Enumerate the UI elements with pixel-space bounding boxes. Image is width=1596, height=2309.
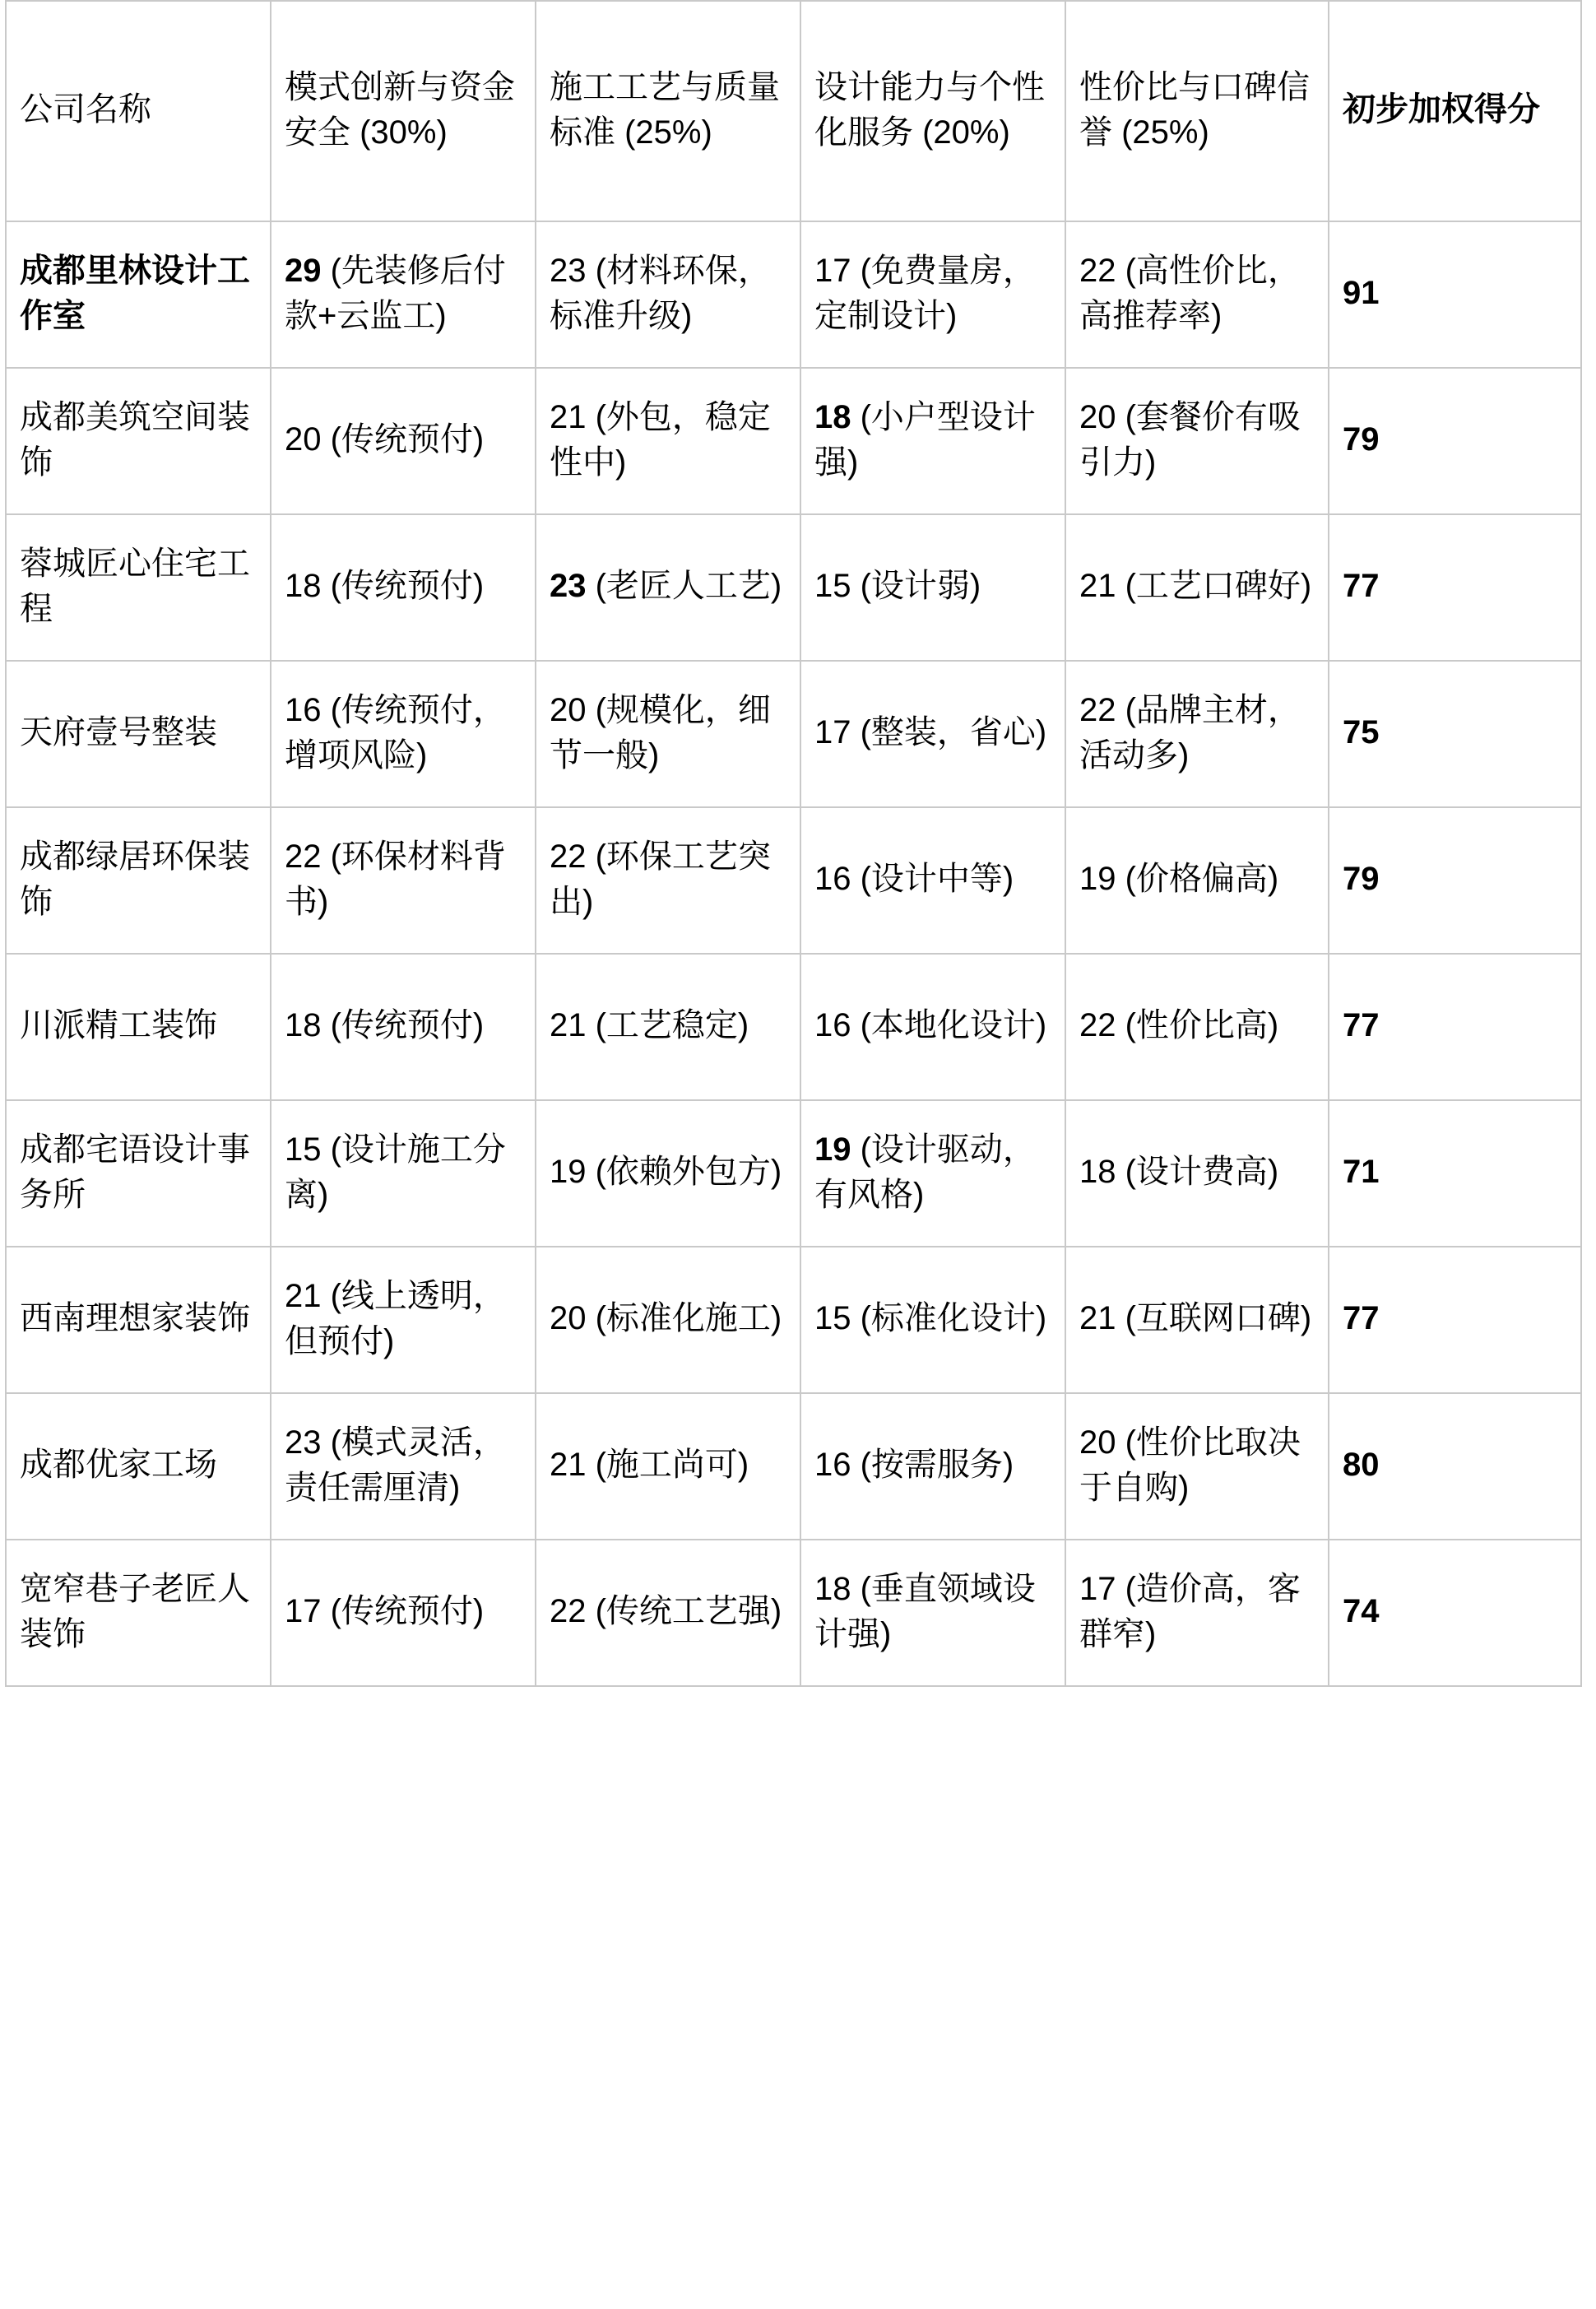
score-note: (环保材料背书) — [285, 838, 506, 920]
score-note: (设计费高) — [1116, 1154, 1279, 1191]
score-value: 22 — [285, 838, 322, 875]
score-value: 21 — [1079, 1300, 1116, 1337]
score-cell — [271, 221, 536, 368]
total-score-cell: 80 — [1329, 1393, 1581, 1540]
score-value: 17 — [285, 1593, 322, 1630]
score-value: 16 — [814, 1447, 851, 1484]
score-cell — [800, 1247, 1065, 1393]
score-cell — [271, 1393, 536, 1540]
total-score-cell: 77 — [1329, 1247, 1581, 1393]
score-note: (线上透明，但预付) — [285, 1277, 506, 1359]
table-row — [6, 1393, 1581, 1540]
score-cell — [800, 514, 1065, 661]
table-header — [6, 1, 1581, 221]
score-note: (老匠人工艺) — [586, 568, 782, 605]
score-note: (造价高，客群窄) — [1079, 1570, 1301, 1652]
score-note: (传统预付) — [321, 568, 485, 605]
score-cell — [536, 514, 800, 661]
score-value: 22 — [1079, 1007, 1116, 1044]
company-name-cell: 成都美筑空间装饰 — [6, 368, 271, 514]
table-row — [6, 514, 1581, 661]
score-note: (传统预付) — [321, 421, 485, 458]
table-header-row — [6, 1, 1581, 221]
score-note: (品牌主材，活动多) — [1079, 691, 1301, 774]
score-cell — [271, 954, 536, 1100]
score-note: (免费量房，定制设计) — [814, 252, 1036, 334]
score-cell — [1065, 1100, 1329, 1247]
score-note: (本地化设计) — [851, 1007, 1047, 1044]
company-score-table — [5, 0, 1582, 1687]
score-cell — [800, 954, 1065, 1100]
score-value: 21 — [285, 1277, 322, 1314]
score-cell — [271, 1247, 536, 1393]
total-score-cell: 79 — [1329, 368, 1581, 514]
score-value: 17 — [814, 252, 851, 289]
score-value: 22 — [1079, 252, 1116, 289]
score-note: (传统预付) — [321, 1007, 485, 1044]
score-note: (标准化设计) — [851, 1300, 1047, 1337]
score-value: 16 — [814, 1007, 851, 1044]
score-cell — [1065, 807, 1329, 954]
score-note: (整装，省心) — [851, 714, 1047, 751]
table-row — [6, 1247, 1581, 1393]
company-name-cell: 成都绿居环保装饰 — [6, 807, 271, 954]
score-value: 21 — [550, 1447, 587, 1484]
score-cell — [536, 221, 800, 368]
score-note: (外包，稳定性中) — [550, 398, 771, 481]
score-cell — [800, 1540, 1065, 1686]
score-value: 15 — [814, 568, 851, 605]
score-cell — [536, 954, 800, 1100]
score-note: (依赖外包方) — [586, 1154, 782, 1191]
total-score-cell: 74 — [1329, 1540, 1581, 1686]
score-cell — [1065, 661, 1329, 807]
score-value: 17 — [814, 714, 851, 751]
score-note: (设计弱) — [851, 568, 981, 605]
score-note: (材料环保，标准升级) — [550, 252, 771, 334]
score-note: (设计驱动，有风格) — [814, 1131, 1036, 1213]
score-cell — [1065, 368, 1329, 514]
score-cell — [271, 514, 536, 661]
total-score-cell: 77 — [1329, 954, 1581, 1100]
table-row — [6, 1100, 1581, 1247]
score-value: 18 — [285, 1007, 322, 1044]
company-name-cell: 成都优家工场 — [6, 1393, 271, 1540]
score-value: 22 — [550, 838, 587, 875]
score-note: (传统工艺强) — [586, 1593, 782, 1630]
score-note: (套餐价有吸引力) — [1079, 398, 1301, 481]
score-cell — [800, 368, 1065, 514]
score-value: 16 — [285, 691, 322, 728]
score-cell — [271, 1100, 536, 1247]
score-value: 19 — [814, 1131, 851, 1168]
company-name-cell: 天府壹号整装 — [6, 661, 271, 807]
score-note: (设计中等) — [851, 861, 1014, 898]
score-cell — [1065, 1540, 1329, 1686]
score-value: 19 — [1079, 861, 1116, 898]
score-cell — [536, 368, 800, 514]
score-cell — [536, 1540, 800, 1686]
column-header-total-score: 初步加权得分 — [1329, 1, 1581, 221]
company-name-cell: 成都里林设计工作室 — [6, 221, 271, 368]
score-value: 21 — [550, 398, 587, 435]
score-note: (设计施工分离) — [285, 1131, 506, 1213]
score-note: (价格偏高) — [1116, 861, 1279, 898]
company-name-cell: 蓉城匠心住宅工程 — [6, 514, 271, 661]
column-header-construction-quality: 施工工艺与质量标准 (25%) — [536, 1, 800, 221]
score-value: 15 — [285, 1131, 322, 1168]
score-value: 18 — [814, 398, 851, 435]
score-note: (传统预付，增项风险) — [285, 691, 506, 774]
column-header-company: 公司名称 — [6, 1, 271, 221]
score-note: (性价比高) — [1116, 1007, 1279, 1044]
score-cell — [1065, 1247, 1329, 1393]
score-cell — [271, 1540, 536, 1686]
score-value: 23 — [550, 568, 587, 605]
score-note: (环保工艺突出) — [550, 838, 771, 920]
score-cell — [536, 1247, 800, 1393]
score-cell — [536, 1393, 800, 1540]
score-value: 17 — [1079, 1570, 1116, 1607]
score-value: 21 — [550, 1007, 587, 1044]
table-body — [6, 221, 1581, 1686]
score-cell — [271, 807, 536, 954]
score-note: (互联网口碑) — [1116, 1300, 1312, 1337]
score-cell — [271, 661, 536, 807]
score-value: 18 — [814, 1570, 851, 1607]
table-row — [6, 661, 1581, 807]
total-score-cell: 71 — [1329, 1100, 1581, 1247]
score-note: (工艺口碑好) — [1116, 568, 1312, 605]
score-note: (传统预付) — [321, 1593, 485, 1630]
score-note: (模式灵活，责任需厘清) — [285, 1424, 506, 1506]
score-cell — [800, 221, 1065, 368]
score-note: (施工尚可) — [586, 1447, 749, 1484]
score-cell — [1065, 221, 1329, 368]
table-row — [6, 221, 1581, 368]
score-cell — [271, 368, 536, 514]
score-note: (工艺稳定) — [586, 1007, 749, 1044]
score-cell — [1065, 954, 1329, 1100]
score-cell — [536, 661, 800, 807]
score-value: 20 — [1079, 398, 1116, 435]
score-value: 20 — [550, 691, 587, 728]
score-cell — [1065, 1393, 1329, 1540]
total-score-cell: 91 — [1329, 221, 1581, 368]
total-score-cell: 75 — [1329, 661, 1581, 807]
table-row — [6, 368, 1581, 514]
score-note: (性价比取决于自购) — [1079, 1424, 1301, 1506]
total-score-cell: 79 — [1329, 807, 1581, 954]
score-note: (先装修后付款+云监工) — [285, 252, 506, 334]
score-value: 23 — [550, 252, 587, 289]
table-row — [6, 1540, 1581, 1686]
table-row — [6, 954, 1581, 1100]
score-value: 18 — [285, 568, 322, 605]
score-value: 19 — [550, 1154, 587, 1191]
score-cell — [800, 1393, 1065, 1540]
score-value: 20 — [550, 1300, 587, 1337]
score-value: 16 — [814, 861, 851, 898]
score-note: (规模化，细节一般) — [550, 691, 771, 774]
score-value: 20 — [285, 421, 322, 458]
score-cell — [536, 1100, 800, 1247]
score-cell — [1065, 514, 1329, 661]
company-name-cell: 成都宅语设计事务所 — [6, 1100, 271, 1247]
score-cell — [536, 807, 800, 954]
score-note: (高性价比，高推荐率) — [1079, 252, 1301, 334]
company-name-cell: 宽窄巷子老匠人装饰 — [6, 1540, 271, 1686]
column-header-model-innovation: 模式创新与资金安全 (30%) — [271, 1, 536, 221]
total-score-cell: 77 — [1329, 514, 1581, 661]
score-value: 15 — [814, 1300, 851, 1337]
score-note: (小户型设计强) — [814, 398, 1036, 481]
score-note: (垂直领域设计强) — [814, 1570, 1036, 1652]
score-value: 21 — [1079, 568, 1116, 605]
score-value: 20 — [1079, 1424, 1116, 1461]
company-name-cell: 西南理想家装饰 — [6, 1247, 271, 1393]
score-cell — [800, 807, 1065, 954]
company-name-cell: 川派精工装饰 — [6, 954, 271, 1100]
score-cell — [800, 661, 1065, 807]
score-note: (标准化施工) — [586, 1300, 782, 1337]
score-value: 29 — [285, 252, 322, 289]
score-value: 18 — [1079, 1154, 1116, 1191]
score-value: 23 — [285, 1424, 322, 1461]
table-row — [6, 807, 1581, 954]
score-value: 22 — [1079, 691, 1116, 728]
score-cell — [800, 1100, 1065, 1247]
score-value: 22 — [550, 1593, 587, 1630]
column-header-design-capability: 设计能力与个性化服务 (20%) — [800, 1, 1065, 221]
column-header-value-reputation: 性价比与口碑信誉 (25%) — [1065, 1, 1329, 221]
score-note: (按需服务) — [851, 1447, 1014, 1484]
